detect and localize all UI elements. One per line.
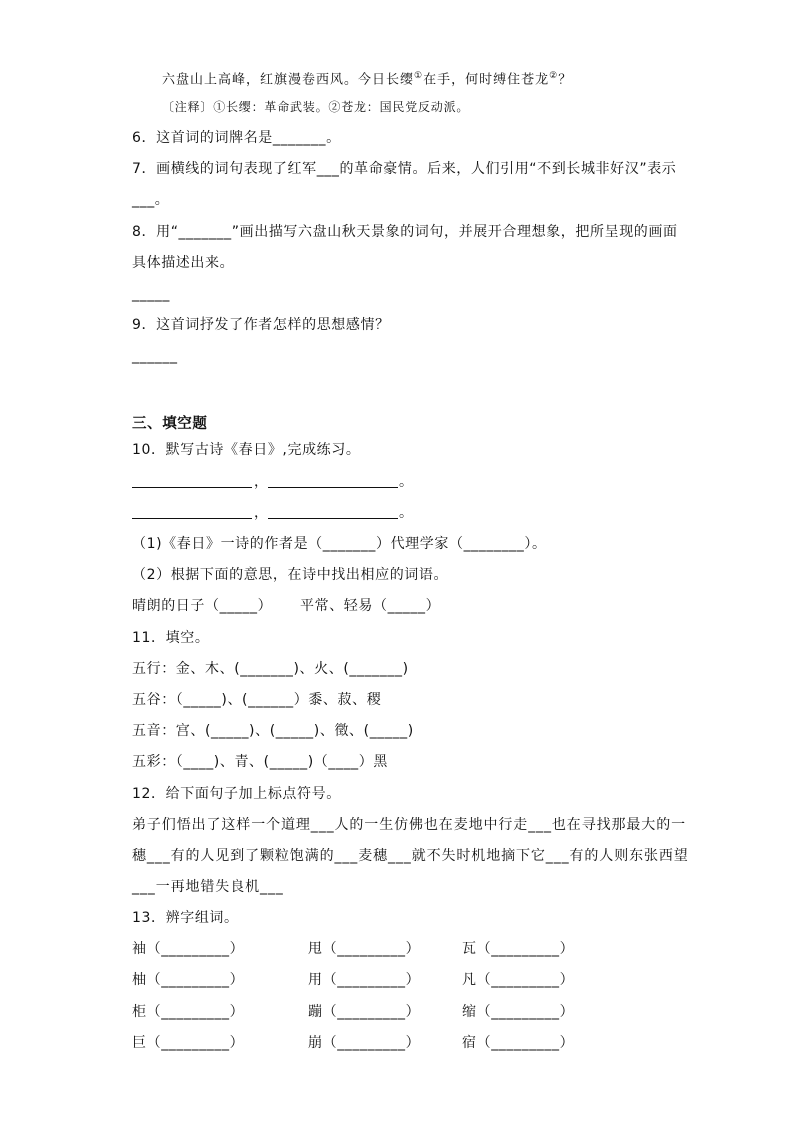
question-12-line: 穗___有的人见到了颗粒饱满的___麦穗___就不失时机地摘下它___有的人则东张西望	[132, 848, 689, 864]
blank-end: 。	[399, 505, 414, 521]
question-11-row: 五彩：（____)、青、(_____)（____）黑	[132, 754, 388, 770]
poem-text-c: ？	[558, 72, 573, 88]
answer-line-8: _____	[132, 286, 170, 302]
poem-blank-1	[132, 487, 252, 488]
word-item: 缩（_________）	[462, 1004, 575, 1020]
question-8-line-2: 具体描述出来。	[132, 255, 235, 271]
poem-annotation: 〔注释〕①长缨：革命武装。②苍龙：国民党反动派。	[162, 100, 470, 114]
section-title: 三、填空题	[132, 416, 208, 432]
word-item: 巨（_________）	[132, 1035, 245, 1051]
poem-blank-2	[268, 487, 398, 488]
blank-end: 。	[399, 474, 414, 490]
word-item: 瓦（_________）	[462, 941, 575, 957]
poem-text-a: 六盘山上高峰，红旗漫卷西风。今日长缨	[162, 72, 415, 88]
question-12-line: ___一再地错失良机___	[132, 879, 284, 895]
question-10: 10．默写古诗《春日》,完成练习。	[132, 442, 361, 458]
word-item: 甩（_________）	[308, 941, 421, 957]
poem-blank-4	[268, 518, 398, 519]
word-item: 柜（_________）	[132, 1004, 245, 1020]
question-10-2: （2）根据下面的意思，在诗中找出相应的词语。	[132, 567, 449, 583]
blank-separator: ，	[254, 505, 269, 521]
question-7-line-1: 7．画横线的词句表现了红军___的革命豪情。后来，人们引用“不到长城非好汉”表示	[132, 161, 677, 177]
word-item: 崩（_________）	[308, 1035, 421, 1051]
word-item: 凡（_________）	[462, 972, 575, 988]
footnote-mark-1: ①	[414, 71, 424, 81]
question-10-2-b: 平常、轻易（_____）	[300, 598, 441, 614]
word-item: 袖（_________）	[132, 941, 245, 957]
question-12-line: 弟子们悟出了这样一个道理___人的一生仿佛也在麦地中行走___也在寻找那最大的一	[132, 817, 686, 833]
question-11-row: 五音：宫、(_____)、(_____)、徵、(_____)	[132, 723, 414, 739]
blank-separator: ，	[254, 474, 269, 490]
word-item: 蹦（_________）	[308, 1004, 421, 1020]
poem-blank-3	[132, 518, 252, 519]
question-11-row: 五谷：（_____)、(______）黍、菽、稷	[132, 692, 382, 708]
question-11: 11．填空。	[132, 630, 210, 646]
question-11-row: 五行：金、木、(_______)、火、(_______)	[132, 661, 409, 677]
word-item: 柚（_________）	[132, 972, 245, 988]
question-7-line-2: ___。	[132, 192, 170, 208]
question-10-2-a: 晴朗的日子（_____）	[132, 598, 273, 614]
question-10-1: （1)《春日》一诗的作者是（_______）代理学家（________）。	[132, 536, 547, 552]
footnote-mark-2: ②	[549, 71, 559, 81]
question-12: 12．给下面句子加上标点符号。	[132, 786, 341, 802]
answer-line-9: ______	[132, 348, 178, 364]
word-item: 宿（_________）	[462, 1035, 575, 1051]
question-13: 13．辨字组词。	[132, 910, 239, 926]
poem-line	[162, 66, 572, 90]
poem-text-b: 在手，何时缚住苍龙	[423, 72, 550, 88]
question-6: 6．这首词的词牌名是_______。	[132, 130, 341, 146]
word-item: 用（_________）	[308, 972, 421, 988]
question-8-line-1: 8．用“_______”画出描写六盘山秋天景象的词句，并展开合理想象，把所呈现的画面	[132, 224, 678, 240]
question-9: 9．这首词抒发了作者怎样的思想感情？	[132, 317, 390, 333]
